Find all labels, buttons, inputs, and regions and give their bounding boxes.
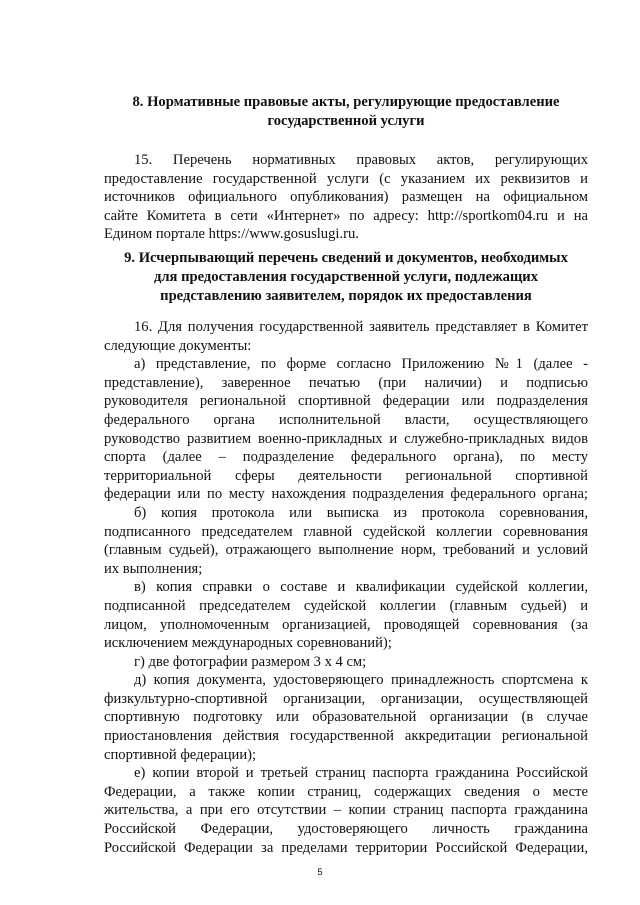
text-line: подписанной председателем судейской коллегии (главным судьей) и bbox=[104, 597, 588, 614]
text-line: следующие документы: bbox=[104, 337, 252, 354]
text-line: территориальной сферы деятельности региональной спортивной bbox=[104, 467, 588, 484]
text-line: (главным судьей), отражающего выполнение норм, требований и условий bbox=[104, 542, 588, 559]
text-line: спорта (далее – подразделение федерального органа), по месту bbox=[104, 449, 588, 466]
text-line: д) копия документа, удостоверяющего принадлежность спортсмена к bbox=[134, 672, 588, 689]
text-line: руководителя региональной спортивной федерации или подразделения bbox=[104, 393, 588, 410]
paragraph-15 bbox=[104, 151, 588, 244]
text-line: Едином портале https://www.gosuslugi.ru. bbox=[104, 226, 359, 243]
text-line: сайте Комитета в сети «Интернет» по адресу: http://sportkom04.ru и на bbox=[104, 207, 588, 224]
text-line: Российской Федерации за пределами территории Российской Федерации, bbox=[104, 839, 588, 856]
text-line: подписанного председателем главной судейской коллегии соревнования bbox=[104, 523, 588, 540]
heading-line: 9. Исчерпывающий перечень сведений и документов, необходимых bbox=[124, 250, 568, 266]
section-8-heading bbox=[104, 93, 588, 131]
text-line: приостановления действия государственной аккредитации региональной bbox=[104, 728, 588, 745]
text-line: жительства, а при его отсутствии – копии страниц паспорта гражданина bbox=[104, 802, 588, 819]
text-line: Российской Федерации, удостоверяющего личность гражданина bbox=[104, 821, 588, 838]
text-line: предоставление государственной услуги (с указанием их реквизитов и bbox=[104, 170, 588, 187]
text-line: федерального органа исполнительной власти, осуществляющего bbox=[104, 411, 588, 428]
heading-line: представлению заявителем, порядок их предоставления bbox=[160, 288, 532, 304]
text-line: руководство развитием военно-прикладных и служебно-прикладных видов bbox=[104, 430, 588, 447]
text-line: федерации или по месту нахождения подразделения федерального органа; bbox=[104, 486, 588, 503]
text-line: исключением международных соревнований); bbox=[104, 635, 392, 652]
page-number: 5 bbox=[317, 867, 323, 878]
heading-line: государственной услуги bbox=[267, 113, 425, 129]
heading-line: для предоставления государственной услуги, подлежащих bbox=[153, 269, 538, 285]
text-line: лицом, уполномоченным организацией, проводящей соревнования (за bbox=[104, 616, 588, 633]
text-line: а) представление, по форме согласно Приложению №1 (далее - bbox=[134, 356, 588, 373]
section-9-heading bbox=[104, 249, 588, 306]
text-line: е) копии второй и третьей страниц паспорта гражданина Российской bbox=[134, 765, 588, 782]
text-line: 15. Перечень нормативных правовых актов, регулирующих bbox=[134, 152, 588, 168]
text-line: в) копия справки о составе и квалификации судейской коллегии, bbox=[134, 579, 588, 596]
text-line: спортивной федерации); bbox=[104, 746, 257, 763]
text-line: Федерации, а также копии страниц, содержащих сведения о месте bbox=[104, 783, 588, 800]
paragraph-16 bbox=[104, 318, 588, 857]
text-line: их выполнения; bbox=[104, 560, 203, 577]
text-line: г) две фотографии размером 3 х 4 см; bbox=[134, 653, 367, 670]
text-line: б) копия протокола или выписка из протокола соревнования, bbox=[134, 504, 588, 521]
text-line: представление), заверенное печатью (при наличии) и подписью bbox=[104, 374, 588, 391]
text-line: физкультурно-спортивной организации, организации, осуществляющей bbox=[104, 690, 588, 707]
text-line: спортивную подготовку или образовательной организации (в случае bbox=[104, 709, 588, 726]
heading-line: 8. Нормативные правовые акты, регулирующие предоставление bbox=[132, 94, 560, 110]
text-line: 16. Для получения государственной заявитель представляет в Комитет bbox=[134, 319, 588, 335]
text-line: источников официального опубликования) размещен на официальном bbox=[104, 189, 588, 206]
